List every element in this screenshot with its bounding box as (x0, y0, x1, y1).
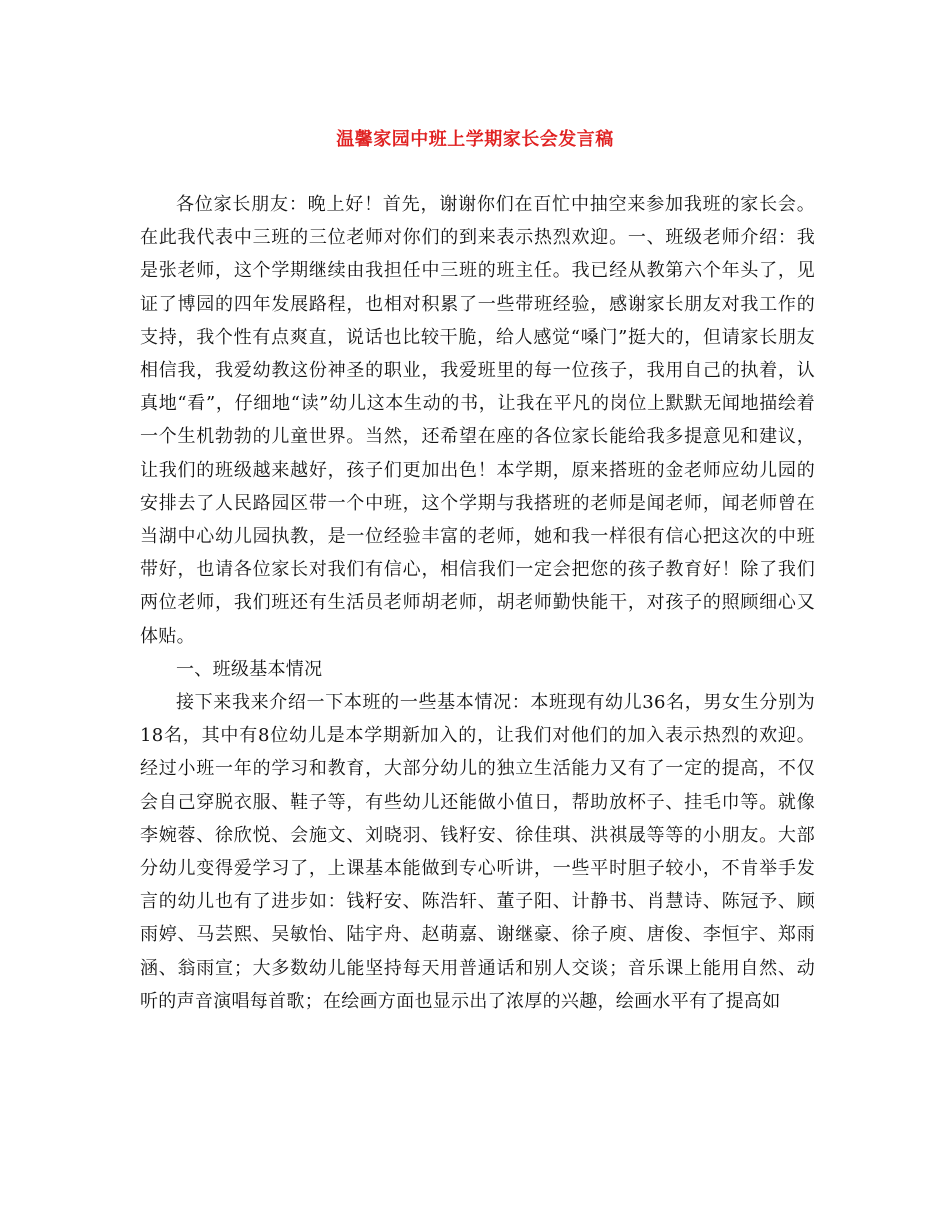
paragraph-class-overview: 接下来我来介绍一下本班的一些基本情况：本班现有幼儿36名，男女生分别为18名，其中有8位幼儿是本学期新加入的，让我们对他们的加入表示热烈的欢迎。经过小班一年的学习和教育，大部分幼儿的独立生活能力又有了一定的提高，不仅会自己穿脱衣服、鞋子等，有些幼儿还能做小值日，帮助放杯子、挂毛巾等。就像李婉蓉、徐欣悦、会施文、刘晓羽、钱籽安、徐佳琪、洪祺晟等等的小朋友。大部分幼儿变得爱学习了，上课基本能做到专心听讲，一些平时胆子较小，不肯举手发言的幼儿也有了进步如：钱籽安、陈浩轩、董子阳、计静书、肖慧诗、陈冠予、顾雨婷、马芸熙、吴敏怡、陆宇舟、赵萌嘉、谢继豪、徐子庾、唐俊、李恒宇、郑雨涵、翁雨宣；大多数幼儿能坚持每天用普通话和别人交谈；音乐课上能用自然、动听的声音演唱每首歌；在绘画方面也显示出了浓厚的兴趣，绘画水平有了提高如 (140, 692, 815, 1012)
document-body (140, 188, 815, 1018)
paragraph-greeting: 各位家长朋友：晚上好！首先，谢谢你们在百忙中抽空来参加我班的家长会。在此我代表中三班的三位老师对你们的到来表示热烈欢迎。一、班级老师介绍：我是张老师，这个学期继续由我担任中三班的班主任。我已经从教第六个年头了，见证了博园的四年发展路程，也相对积累了一些带班经验，感谢家长朋友对我工作的支持，我个性有点爽直，说话也比较干脆，给人感觉“嗓门”挺大的，但请家长朋友相信我，我爱幼教这份神圣的职业，我爱班里的每一位孩子，我用自己的执着，认真地“看”，仔细地“读”幼儿这本生动的书，让我在平凡的岗位上默默无闻地描绘着一个生机勃勃的儿童世界。当然，还希望在座的各位家长能给我多提意见和建议，让我们的班级越来越好，孩子们更加出色！本学期，原来搭班的金老师应幼儿园的安排去了人民路园区带一个中班，这个学期与我搭班的老师是闻老师，闻老师曾在当湖中心幼儿园执教，是一位经验丰富的老师，她和我一样很有信心把这次的中班带好，也请各位家长对我们有信心，相信我们一定会把您的孩子教育好！除了我们两位老师，我们班还有生活员老师胡老师，胡老师勤快能干，对孩子的照顾细心又体贴。 (140, 194, 815, 647)
document-title: 温馨家园中班上学期家长会发言稿 (336, 129, 614, 150)
section-heading: 一、班级基本情况 (176, 658, 323, 680)
